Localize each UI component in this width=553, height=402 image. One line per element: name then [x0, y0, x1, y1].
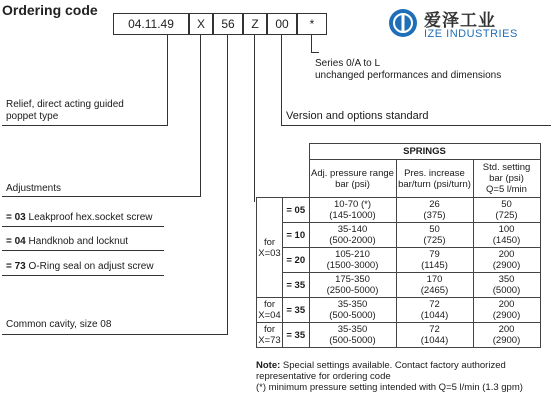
footnote-note: Note: Special settings available. Contact factory authorized representative for ordering code (*) minimum pressure setting intended with Q=5 l/min (1.3 gpm) [256, 360, 523, 393]
code-box-cavity: 56 [213, 13, 243, 35]
table-row: = 20 105-210 (1500-3000) 79 (1145) 200 (2900) [257, 248, 541, 273]
springs-header: SPRINGS [309, 144, 540, 160]
col-pressure-increase: Pres. increase bar/turn (psi/turn) [396, 160, 473, 198]
page-title: Ordering code [2, 2, 98, 18]
springs-table [256, 143, 541, 348]
relief-label: Relief, direct acting guided poppet type [6, 99, 124, 122]
code-box-base: 04.11.49 [113, 13, 189, 35]
adjustments-label: Adjustments [6, 183, 62, 194]
code-box-version: 00 [267, 13, 297, 35]
table-row: for X=03 = 05 10-70 (*) (145-1000) 26 (375) 50 (725) [257, 198, 541, 223]
adjustment-73: = 73 O-Ring seal on adjust screw [6, 261, 154, 272]
group-x04: for X=04 [258, 299, 281, 321]
group-x03: for X=03 [257, 198, 283, 298]
group-x73: for X=73 [258, 324, 281, 346]
table-row: = 35 175-350 (2500-5000) 170 (2465) 350 (5000) [257, 273, 541, 298]
col-pressure-range: Adj. pressure range bar (psi) [309, 160, 396, 198]
series-label: Series 0/A to L unchanged performances and dimensions [315, 58, 502, 81]
adjustment-03: = 03 Leakproof hex.socket screw [6, 212, 153, 223]
brand-name: 爱泽工业 [424, 11, 496, 30]
version-label: Version and options standard [286, 110, 429, 122]
brand-subtitle: IZE INDUSTRIES [424, 28, 518, 40]
code-box-series: * [297, 13, 327, 35]
cavity-label: Common cavity, size 08 [6, 319, 112, 330]
brand-logo-icon [388, 8, 418, 38]
table-row: = 10 35-140 (500-2000) 50 (725) 100 (1450) [257, 223, 541, 248]
table-row: for X=73 = 35 35-350 (500-5000) 72 (1044) 200 (2900) [257, 323, 541, 348]
code-box-adjustment: X [189, 13, 213, 35]
col-std-setting: Std. setting bar (psi) Q=5 l/min [473, 160, 540, 198]
adjustment-04: = 04 Handknob and locknut [6, 236, 129, 247]
table-row: for X=04 = 35 35-350 (500-5000) 72 (1044) 200 (2900) [257, 298, 541, 323]
code-box-spring: Z [243, 13, 267, 35]
